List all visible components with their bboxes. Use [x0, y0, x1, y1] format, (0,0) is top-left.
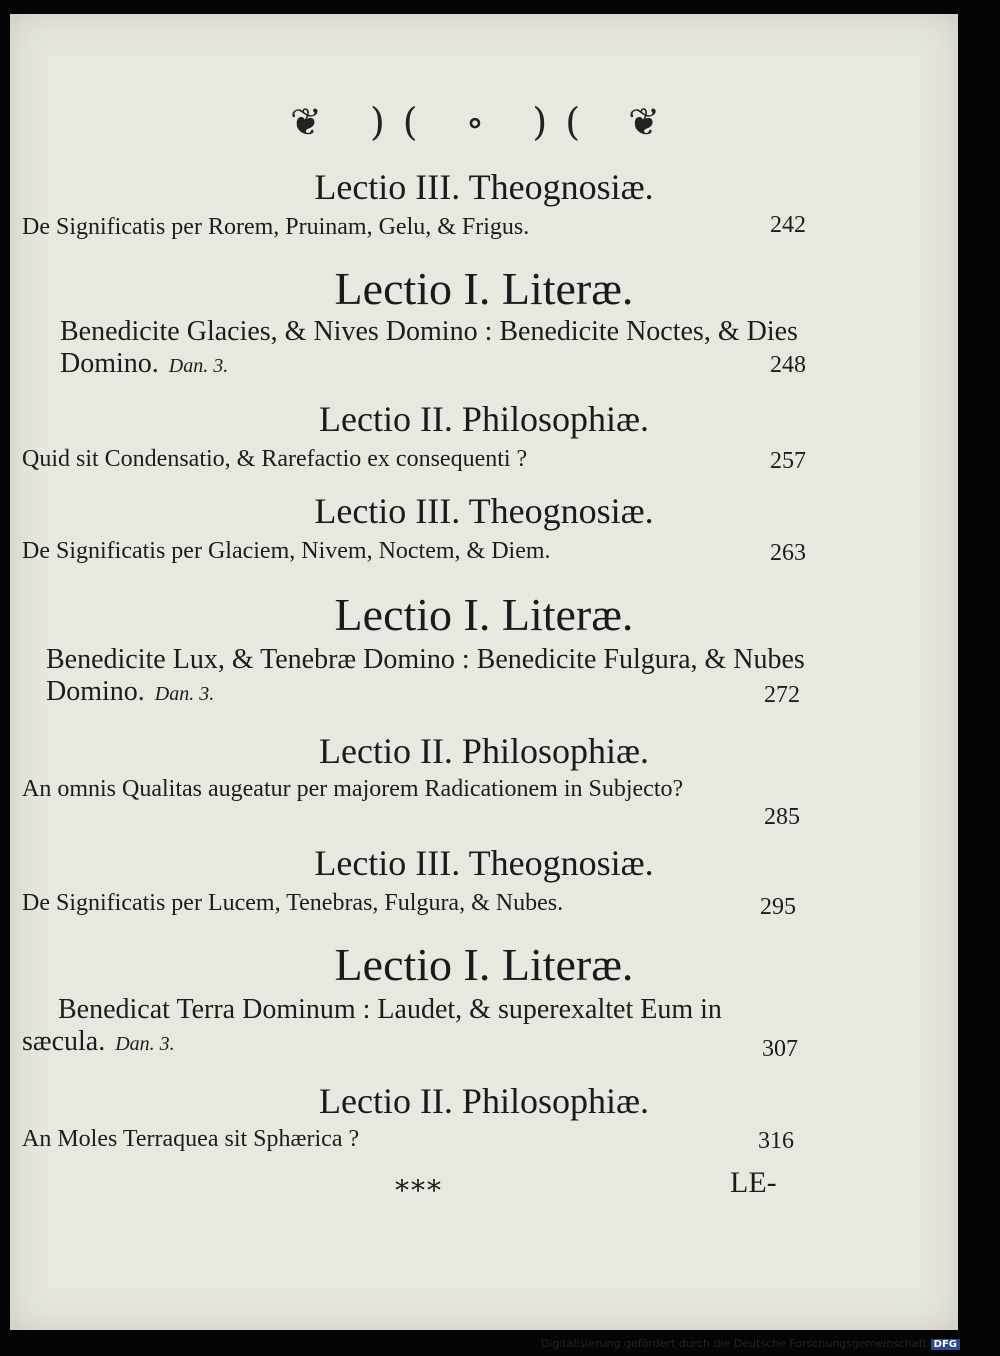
section-heading: Lectio I. Literæ. — [334, 589, 634, 640]
digitization-credit — [541, 1337, 960, 1350]
dfg-logo-icon: DFG — [931, 1339, 960, 1350]
page-number: 257 — [770, 448, 806, 474]
book-page — [10, 14, 958, 1330]
section-heading: Lectio I. Literæ. — [334, 939, 634, 990]
toc-entry — [22, 886, 802, 920]
page-number: 263 — [770, 540, 806, 566]
entry-text: De Significatis per Rorem, Pruinam, Gelu, & Frigus. — [22, 214, 530, 240]
entry-text: De Significatis per Glaciem, Nivem, Noctem, & Diem. — [22, 538, 551, 564]
page-number: 295 — [760, 894, 796, 920]
scripture-reference: Dan. 3. — [168, 355, 229, 377]
page-number: 307 — [762, 1036, 798, 1062]
entry-text: An omnis Qualitas augeatur per majorem Radicationem in Subjecto? — [22, 776, 684, 802]
section-heading: Lectio III. Theognosiæ. — [314, 491, 654, 531]
toc-entry — [22, 772, 800, 806]
signature-mark: *** — [395, 1174, 443, 1207]
credit-text: Digitalisierung gefördert durch die Deutsche Forschungsgemeinschaft — [540, 1337, 927, 1350]
section-heading: Lectio III. Theognosiæ. — [314, 843, 654, 883]
toc-entry — [22, 534, 802, 568]
section-heading: Lectio I. Literæ. — [334, 263, 634, 314]
scripture-reference: Dan. 3. — [154, 683, 215, 705]
toc-entry — [22, 442, 802, 476]
entry-text: An Moles Terraquea sit Sphærica ? — [22, 1126, 360, 1152]
toc-entry — [22, 316, 808, 382]
entry-text: Benedicite Glacies, & Nives Domino : Benedicite Noctes, & Dies Domino. — [60, 316, 798, 379]
toc-entry — [22, 994, 802, 1060]
page-number: 285 — [764, 804, 800, 830]
ornament-header: ❦ )( ∘ )( ❦ — [290, 100, 678, 144]
page-number: 316 — [758, 1128, 794, 1154]
entry-text: Benedicat Terra Dominum : Laudet, & superexaltet Eum in sæcula. — [22, 994, 722, 1057]
toc-entry — [22, 644, 808, 710]
section-heading: Lectio II. Philosophiæ. — [319, 399, 649, 439]
entry-text: Benedicite Lux, & Tenebræ Domino : Benedicite Fulgura, & Nubes Domino. — [46, 644, 805, 707]
toc-entry — [22, 210, 802, 244]
section-heading: Lectio III. Theognosiæ. — [314, 167, 654, 207]
page-number: 272 — [764, 682, 800, 708]
scripture-reference: Dan. 3. — [115, 1033, 175, 1055]
catchword: LE- — [730, 1166, 777, 1199]
page-number: 242 — [770, 212, 806, 238]
entry-text: De Significatis per Lucem, Tenebras, Fulgura, & Nubes. — [22, 890, 564, 916]
page-number: 248 — [770, 352, 806, 378]
toc-entry — [22, 1122, 802, 1156]
entry-text: Quid sit Condensatio, & Rarefactio ex consequenti ? — [22, 446, 528, 472]
section-heading: Lectio II. Philosophiæ. — [319, 1081, 649, 1121]
section-heading: Lectio II. Philosophiæ. — [319, 731, 649, 771]
